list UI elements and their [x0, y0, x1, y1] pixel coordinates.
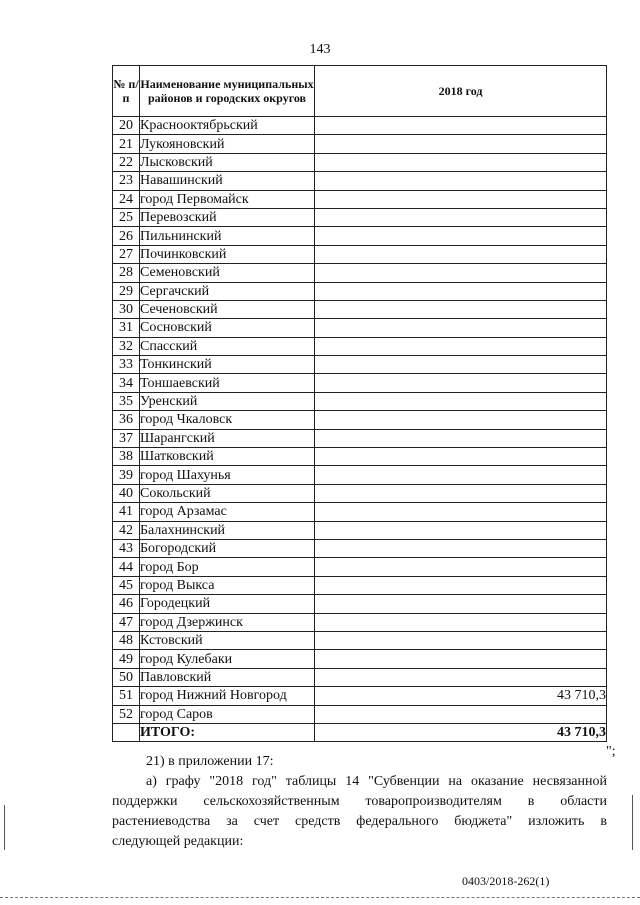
row-number: 29 — [113, 282, 140, 300]
row-name: Сеченовский — [140, 300, 315, 318]
row-name: Лукояновский — [140, 135, 315, 153]
row-value — [315, 374, 607, 392]
row-value — [315, 208, 607, 226]
row-number: 31 — [113, 319, 140, 337]
row-value — [315, 172, 607, 190]
row-value — [315, 117, 607, 135]
row-number: 25 — [113, 208, 140, 226]
row-value — [315, 153, 607, 171]
table-row — [113, 613, 607, 631]
row-number: 34 — [113, 374, 140, 392]
row-name: город Дзержинск — [140, 613, 315, 631]
row-number: 47 — [113, 613, 140, 631]
row-number: 23 — [113, 172, 140, 190]
table-row — [113, 190, 607, 208]
scan-margin-mark — [632, 795, 633, 850]
row-number: 43 — [113, 539, 140, 557]
row-name: Сосновский — [140, 319, 315, 337]
row-name: Починковский — [140, 245, 315, 263]
table-row — [113, 227, 607, 245]
row-number: 38 — [113, 448, 140, 466]
row-name: Сергачский — [140, 282, 315, 300]
table-row — [113, 411, 607, 429]
table-header-row — [113, 66, 607, 117]
table-row — [113, 595, 607, 613]
row-value — [315, 319, 607, 337]
row-number: 36 — [113, 411, 140, 429]
header-year: 2018 год — [315, 66, 607, 117]
table-row — [113, 521, 607, 539]
row-name: Лысковский — [140, 153, 315, 171]
paragraph-line-3: растениеводства за счет средств федерального бюджета" изложить в — [112, 814, 607, 829]
row-value — [315, 356, 607, 374]
table-row — [113, 539, 607, 557]
table-row — [113, 503, 607, 521]
row-number: 21 — [113, 135, 140, 153]
row-value — [315, 190, 607, 208]
row-value — [315, 466, 607, 484]
table-row — [113, 300, 607, 318]
subsidy-table — [112, 65, 607, 742]
row-value — [315, 337, 607, 355]
row-value — [315, 521, 607, 539]
total-label: ИТОГО: — [140, 723, 315, 741]
row-value — [315, 245, 607, 263]
row-value — [315, 705, 607, 723]
row-name: город Шахунья — [140, 466, 315, 484]
table-row — [113, 392, 607, 410]
row-value — [315, 539, 607, 557]
row-name: город Первомайск — [140, 190, 315, 208]
header-num: № п/п — [113, 66, 140, 117]
row-name: Перевозский — [140, 208, 315, 226]
closing-quote: "; — [606, 744, 616, 759]
table-row — [113, 264, 607, 282]
table-row — [113, 153, 607, 171]
row-number: 46 — [113, 595, 140, 613]
row-number: 22 — [113, 153, 140, 171]
total-num-cell — [113, 723, 140, 741]
row-value — [315, 264, 607, 282]
row-number: 20 — [113, 117, 140, 135]
table-row — [113, 374, 607, 392]
row-name: Спасский — [140, 337, 315, 355]
row-number: 48 — [113, 631, 140, 649]
row-value — [315, 484, 607, 502]
row-name: Краснооктябрьский — [140, 117, 315, 135]
row-number: 41 — [113, 503, 140, 521]
table-row — [113, 319, 607, 337]
table-row — [113, 117, 607, 135]
row-value — [315, 392, 607, 410]
row-value — [315, 668, 607, 686]
row-number: 52 — [113, 705, 140, 723]
table-row — [113, 356, 607, 374]
row-name: Сокольский — [140, 484, 315, 502]
row-name: город Бор — [140, 558, 315, 576]
row-name: Семеновский — [140, 264, 315, 282]
row-number: 30 — [113, 300, 140, 318]
table-row — [113, 631, 607, 649]
row-value — [315, 631, 607, 649]
row-name: город Саров — [140, 705, 315, 723]
row-value — [315, 503, 607, 521]
row-value — [315, 282, 607, 300]
row-value — [315, 448, 607, 466]
row-number: 26 — [113, 227, 140, 245]
total-row — [113, 723, 607, 741]
row-value — [315, 576, 607, 594]
row-number: 37 — [113, 429, 140, 447]
row-name: Шарангский — [140, 429, 315, 447]
row-number: 40 — [113, 484, 140, 502]
table-row — [113, 135, 607, 153]
row-number: 49 — [113, 650, 140, 668]
row-number: 28 — [113, 264, 140, 282]
row-number: 45 — [113, 576, 140, 594]
table-row — [113, 448, 607, 466]
table-row — [113, 687, 607, 705]
row-number: 51 — [113, 687, 140, 705]
row-number: 44 — [113, 558, 140, 576]
row-value — [315, 300, 607, 318]
table-row — [113, 650, 607, 668]
row-value — [315, 650, 607, 668]
row-value — [315, 429, 607, 447]
row-name: город Чкаловск — [140, 411, 315, 429]
table-row — [113, 282, 607, 300]
row-name: Уренский — [140, 392, 315, 410]
row-number: 42 — [113, 521, 140, 539]
row-number: 27 — [113, 245, 140, 263]
row-name: Навашинский — [140, 172, 315, 190]
row-name: Богородский — [140, 539, 315, 557]
table-row — [113, 245, 607, 263]
scan-margin-mark — [4, 805, 5, 850]
table-row — [113, 208, 607, 226]
row-value — [315, 595, 607, 613]
paragraph-line-1: а) графу "2018 год" таблицы 14 "Субвенции на оказание несвязанной — [146, 774, 607, 789]
row-name: город Арзамас — [140, 503, 315, 521]
row-value — [315, 411, 607, 429]
table-row — [113, 466, 607, 484]
row-value — [315, 135, 607, 153]
paragraph-line-4: следующей редакции: — [112, 834, 244, 849]
table-row — [113, 558, 607, 576]
page-number: 143 — [309, 42, 331, 57]
table-row — [113, 576, 607, 594]
table-row — [113, 705, 607, 723]
row-number: 50 — [113, 668, 140, 686]
table-row — [113, 172, 607, 190]
row-value — [315, 613, 607, 631]
row-number: 33 — [113, 356, 140, 374]
row-name: Тоншаевский — [140, 374, 315, 392]
paragraph-amendment-item: 21) в приложении 17: — [146, 754, 274, 769]
row-name: город Выкса — [140, 576, 315, 594]
row-name: Пильнинский — [140, 227, 315, 245]
row-number: 35 — [113, 392, 140, 410]
row-value — [315, 227, 607, 245]
row-name: Павловский — [140, 668, 315, 686]
row-number: 32 — [113, 337, 140, 355]
row-number: 24 — [113, 190, 140, 208]
row-name: город Кулебаки — [140, 650, 315, 668]
table-row — [113, 337, 607, 355]
row-name: Городецкий — [140, 595, 315, 613]
document-number: 0403/2018-262(1) — [462, 874, 550, 888]
table-row — [113, 484, 607, 502]
header-name: Наименование муниципальных районов и городских округов — [140, 66, 315, 117]
paragraph-line-2: поддержки сельскохозяйственным товаропроизводителям в области — [112, 794, 607, 809]
row-name: Шатковский — [140, 448, 315, 466]
row-number: 39 — [113, 466, 140, 484]
row-name: Балахнинский — [140, 521, 315, 539]
row-value — [315, 558, 607, 576]
table-row — [113, 668, 607, 686]
row-name: Кстовский — [140, 631, 315, 649]
row-value: 43 710,3 — [315, 687, 607, 705]
row-name: город Нижний Новгород — [140, 687, 315, 705]
row-name: Тонкинский — [140, 356, 315, 374]
total-value: 43 710,3 — [315, 723, 607, 741]
scan-bottom-edge — [0, 897, 640, 898]
table-row — [113, 429, 607, 447]
